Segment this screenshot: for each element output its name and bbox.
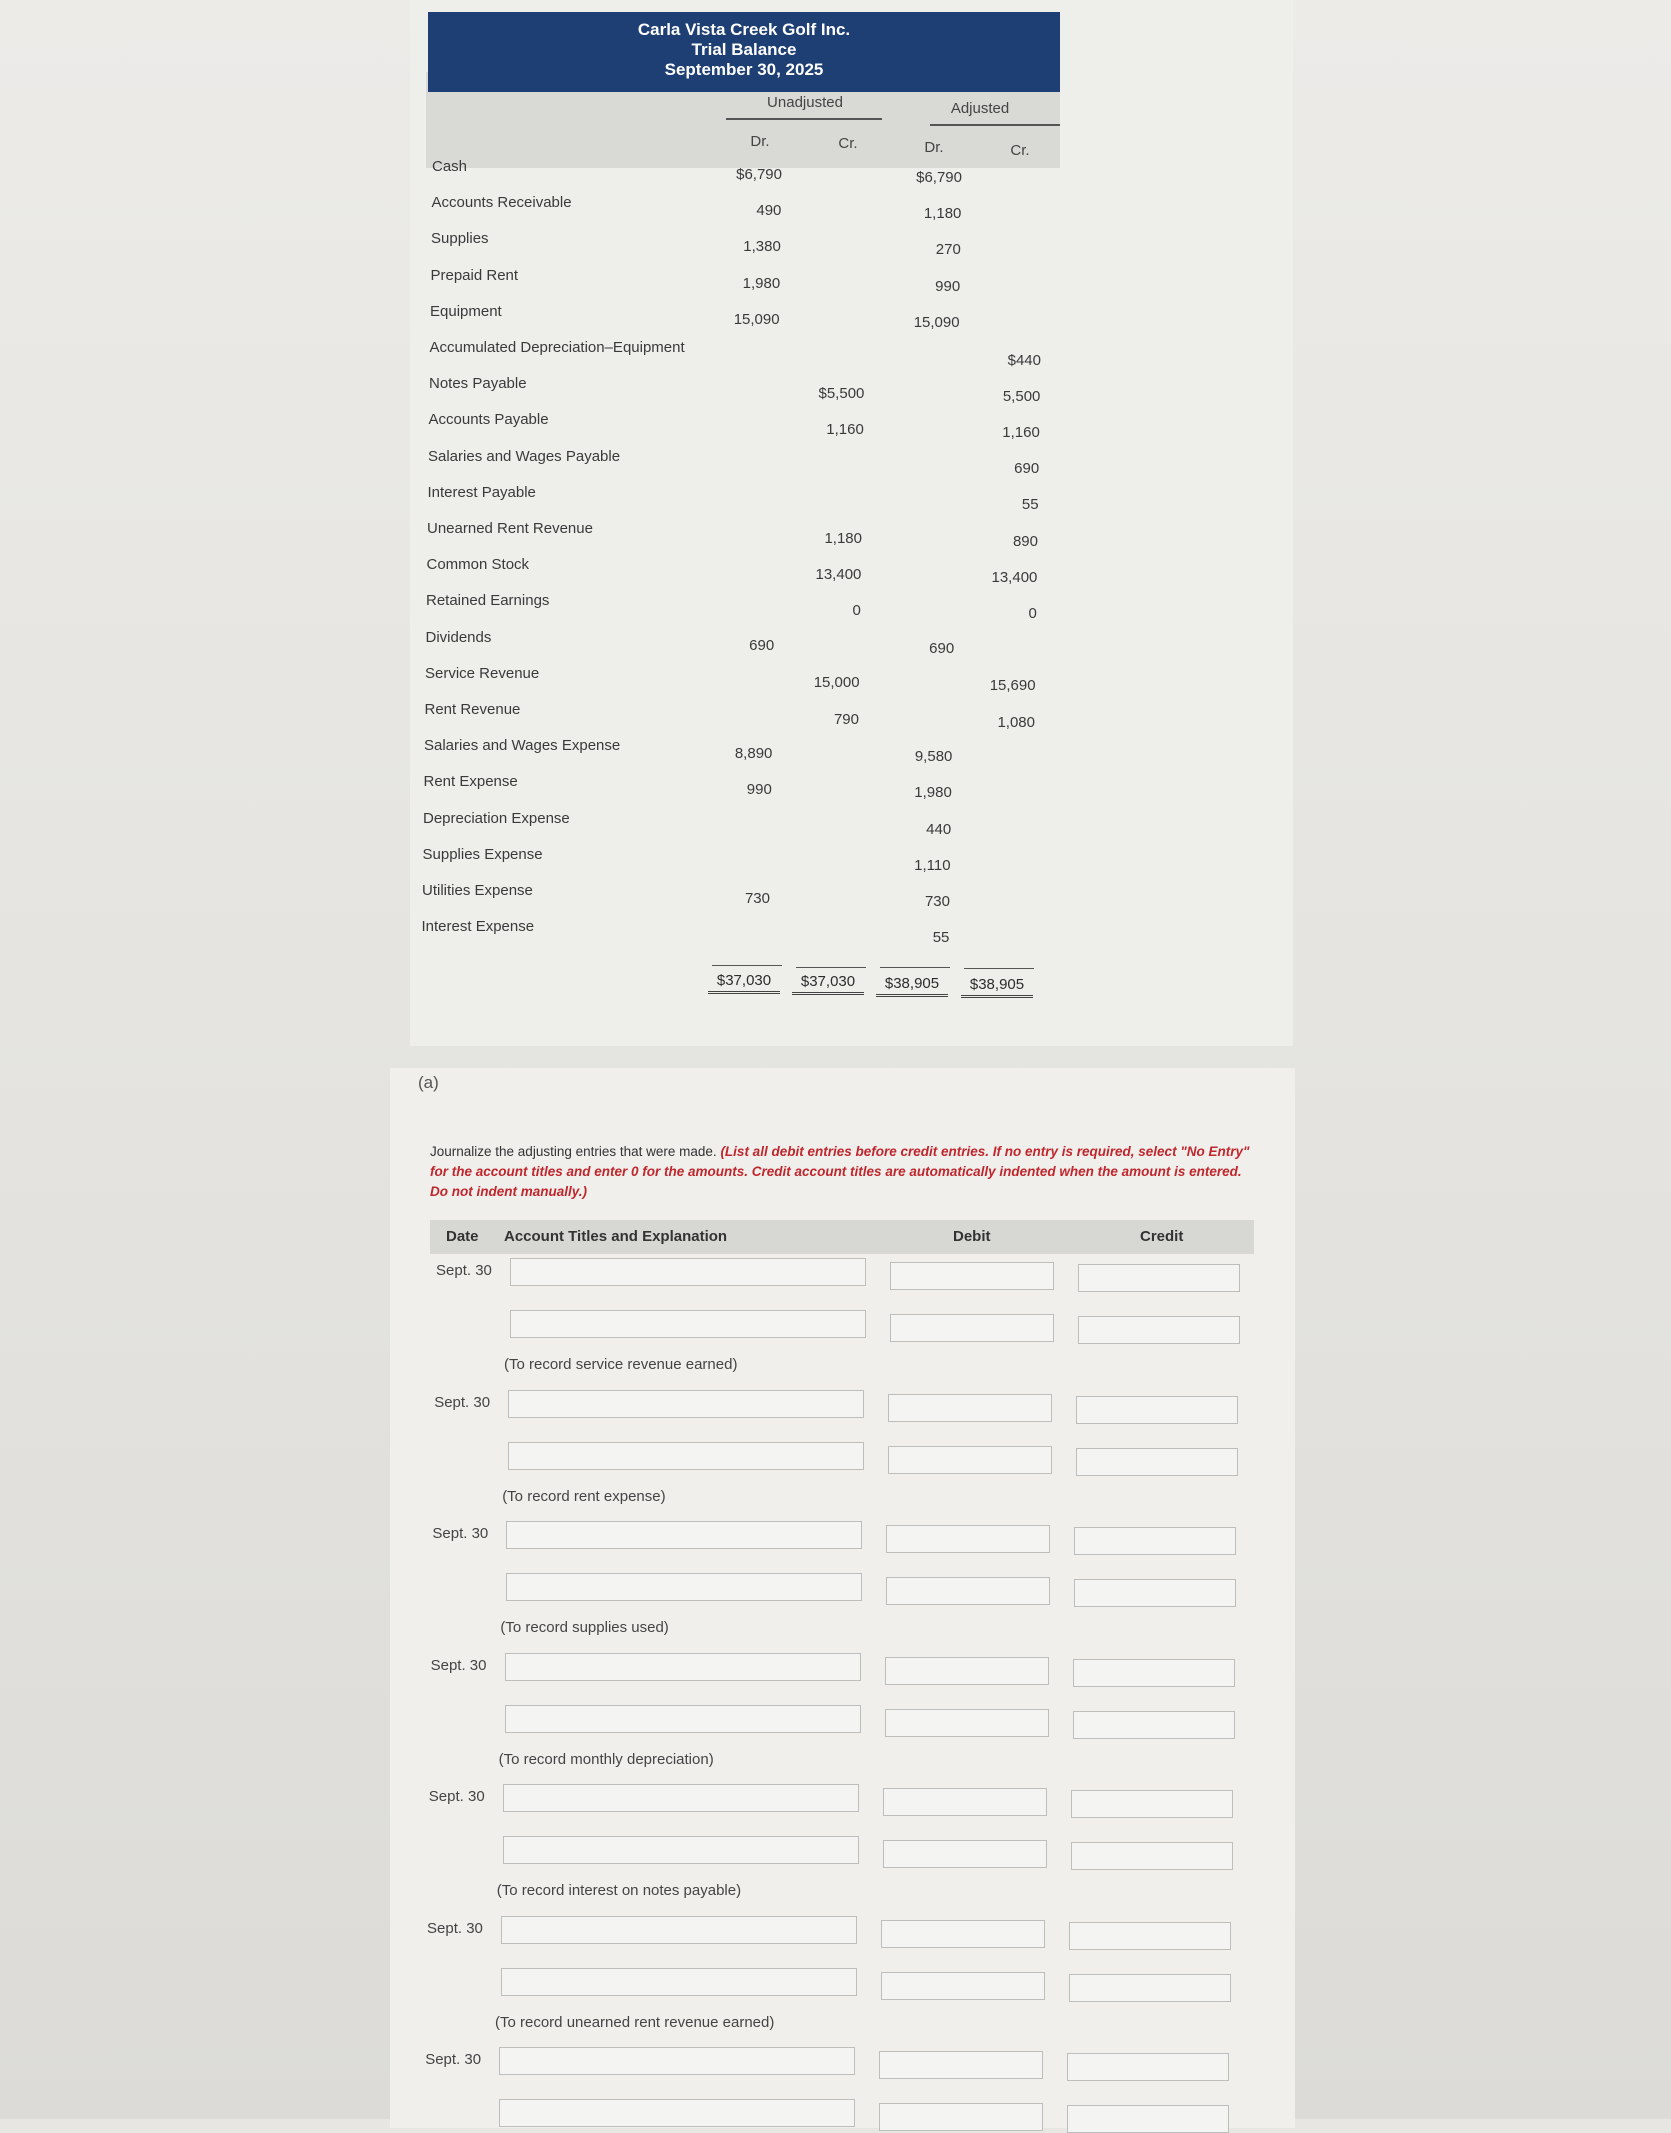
- total-adjusted-dr: $38,905: [876, 975, 948, 997]
- unadjusted-dr-heading: Dr.: [750, 133, 770, 150]
- credit-amount-input[interactable]: [1076, 1448, 1238, 1476]
- account-title-input[interactable]: [508, 1442, 864, 1470]
- debit-amount-input[interactable]: [886, 1577, 1050, 1605]
- total-rule-ac: [964, 968, 1034, 969]
- account-name: Interest Expense: [421, 918, 535, 936]
- account-name: Service Revenue: [425, 664, 540, 682]
- debit-amount-input[interactable]: [881, 1972, 1045, 2000]
- account-name: Rent Revenue: [424, 701, 521, 718]
- account-name: Supplies Expense: [422, 845, 543, 863]
- entry-date: Sept. 30: [434, 1393, 491, 1411]
- credit-amount-input[interactable]: [1078, 1316, 1240, 1344]
- amount-ad: 9,580: [914, 748, 953, 766]
- entry-date: Sept. 30: [425, 2051, 482, 2068]
- debit-amount-input[interactable]: [885, 1657, 1049, 1685]
- debit-amount-input[interactable]: [883, 1840, 1047, 1868]
- entry-explanation: (To record monthly depreciation): [498, 1750, 714, 1768]
- account-name: Supplies: [431, 230, 489, 248]
- account-name: Accounts Receivable: [431, 194, 572, 212]
- credit-amount-input[interactable]: [1078, 1264, 1240, 1292]
- amount-ac: 55: [1021, 496, 1039, 514]
- entry-explanation: (To record service revenue earned): [504, 1356, 738, 1373]
- account-name: Prepaid Rent: [430, 266, 519, 284]
- adjusted-rule: [930, 124, 1060, 126]
- amount-ad: 1,180: [923, 205, 962, 223]
- debit-amount-input[interactable]: [886, 1525, 1050, 1553]
- amount-ad: 440: [926, 820, 952, 838]
- debit-amount-input[interactable]: [879, 2103, 1043, 2131]
- account-name: Accounts Payable: [428, 411, 549, 429]
- amount-ad: 690: [929, 639, 955, 657]
- amount-uc: 13,400: [815, 565, 862, 583]
- amount-ad: 1,110: [914, 856, 951, 874]
- entry-date: Sept. 30: [436, 1262, 492, 1279]
- credit-amount-input[interactable]: [1069, 1922, 1231, 1950]
- account-name: Notes Payable: [429, 375, 527, 393]
- account-name: Rent Expense: [423, 773, 518, 791]
- entry-date: Sept. 30: [432, 1525, 489, 1542]
- statement-date: September 30, 2025: [664, 60, 824, 79]
- account-name: Retained Earnings: [426, 592, 550, 610]
- unadjusted-heading: Unadjusted: [767, 94, 843, 111]
- unadjusted-cr-heading: Cr.: [838, 135, 858, 152]
- part-a-label: (a): [418, 1073, 439, 1092]
- amount-ac: 690: [1014, 460, 1040, 478]
- amount-ud: 8,890: [734, 745, 773, 763]
- amount-uc: 790: [833, 710, 859, 728]
- entry-explanation: (To record supplies used): [500, 1619, 669, 1636]
- account-title-input[interactable]: [506, 1573, 862, 1601]
- total-adjusted-cr: $38,905: [961, 976, 1033, 998]
- account-name: Dividends: [425, 628, 492, 646]
- debit-amount-input[interactable]: [879, 2051, 1043, 2079]
- journal-header: [430, 1220, 1254, 1254]
- amount-ac: 890: [1012, 532, 1038, 550]
- credit-amount-input[interactable]: [1074, 1579, 1236, 1607]
- account-name: Cash: [432, 158, 468, 175]
- entry-explanation: (To record unearned rent revenue earned): [495, 2013, 775, 2031]
- amount-ac: 1,080: [997, 713, 1035, 731]
- credit-amount-input[interactable]: [1069, 1974, 1231, 2002]
- account-name: Utilities Expense: [422, 882, 533, 899]
- account-title-input[interactable]: [503, 1784, 859, 1812]
- credit-amount-input[interactable]: [1074, 1527, 1236, 1555]
- amount-ud: 990: [746, 781, 772, 799]
- account-title-input[interactable]: [499, 2099, 855, 2127]
- instruction-plain: Journalize the adjusting entries that were made.: [430, 1144, 717, 1159]
- unadjusted-rule: [726, 118, 882, 120]
- amount-ud: 690: [749, 636, 775, 654]
- amount-uc: $5,500: [818, 384, 865, 402]
- account-name: Common Stock: [426, 556, 530, 574]
- account-title-input[interactable]: [510, 1310, 866, 1338]
- account-title-input[interactable]: [499, 2047, 855, 2075]
- debit-amount-input[interactable]: [890, 1314, 1054, 1342]
- instruction-red: (List all debit entries before credit entries. If no entry is required, select "No Entry" for the account titles and enter 0 for the amounts. Credit account titles are automatically indented when the amount is entered. Do not indent manually.): [430, 1144, 1250, 1199]
- account-title-input[interactable]: [510, 1258, 866, 1286]
- date-column-header: Date: [446, 1228, 479, 1245]
- debit-amount-input[interactable]: [890, 1262, 1054, 1290]
- entry-date: Sept. 30: [430, 1656, 487, 1674]
- amount-ad: 270: [935, 241, 961, 259]
- amount-uc: 15,000: [813, 674, 860, 692]
- amount-ad: 55: [932, 929, 950, 947]
- amount-ac: 15,690: [989, 677, 1036, 695]
- entry-date: Sept. 30: [428, 1788, 485, 1805]
- amount-ad: 730: [924, 893, 950, 910]
- debit-amount-input[interactable]: [885, 1709, 1049, 1737]
- debit-amount-input[interactable]: [881, 1920, 1045, 1948]
- amount-ud: 1,380: [743, 238, 781, 256]
- amount-ad: $6,790: [916, 169, 962, 186]
- statement-title: Trial Balance: [691, 40, 797, 59]
- adjusted-cr-heading: Cr.: [1010, 142, 1030, 159]
- amount-ac: 5,500: [1002, 387, 1041, 405]
- amount-ac: 13,400: [991, 568, 1038, 586]
- entry-explanation: (To record rent expense): [502, 1487, 666, 1505]
- amount-ud: 15,090: [733, 310, 780, 328]
- debit-amount-input[interactable]: [883, 1788, 1047, 1816]
- adjusted-heading: Adjusted: [950, 100, 1010, 117]
- total-unadjusted-dr: $37,030: [708, 972, 780, 994]
- trial-balance-header: [428, 12, 1060, 92]
- account-name: Unearned Rent Revenue: [427, 520, 593, 537]
- account-name: Salaries and Wages Expense: [424, 737, 621, 755]
- account-title-input[interactable]: [503, 1836, 859, 1864]
- amount-uc: 1,160: [826, 420, 864, 438]
- amount-ac: $440: [1007, 351, 1041, 369]
- adjusted-dr-heading: Dr.: [924, 139, 944, 156]
- account-title-input[interactable]: [505, 1705, 861, 1733]
- credit-amount-input[interactable]: [1071, 1790, 1233, 1818]
- credit-amount-input[interactable]: [1067, 2105, 1229, 2133]
- amount-ac: 0: [1028, 604, 1037, 622]
- account-name: Equipment: [430, 302, 502, 320]
- instructions: [430, 1142, 1260, 1202]
- credit-amount-input[interactable]: [1071, 1842, 1233, 1870]
- credit-amount-input[interactable]: [1073, 1711, 1235, 1739]
- account-name: Accumulated Depreciation–Equipment: [429, 339, 685, 356]
- account-name: Interest Payable: [427, 483, 536, 501]
- credit-amount-input[interactable]: [1067, 2053, 1229, 2081]
- company-name: Carla Vista Creek Golf Inc.: [637, 20, 851, 39]
- account-column-header: Account Titles and Explanation: [504, 1228, 728, 1245]
- account-title-input[interactable]: [501, 1968, 857, 1996]
- amount-ud: 1,980: [742, 274, 781, 292]
- amount-ad: 990: [935, 277, 961, 295]
- amount-ud: 730: [744, 890, 770, 907]
- debit-amount-input[interactable]: [888, 1394, 1052, 1422]
- credit-column-header: Credit: [1140, 1228, 1184, 1245]
- amount-ad: 1,980: [914, 784, 952, 802]
- credit-amount-input[interactable]: [1073, 1659, 1235, 1687]
- amount-ud: 490: [756, 202, 782, 220]
- amount-ud: $6,790: [736, 166, 782, 183]
- amount-ad: 15,090: [913, 313, 960, 331]
- total-rule-uc: [796, 967, 866, 968]
- amount-ac: 1,160: [1002, 423, 1040, 441]
- total-rule-ud: [712, 965, 782, 966]
- total-unadjusted-cr: $37,030: [792, 973, 864, 995]
- account-title-input[interactable]: [508, 1390, 864, 1418]
- debit-column-header: Debit: [953, 1228, 991, 1245]
- account-name: Salaries and Wages Payable: [428, 447, 621, 465]
- debit-amount-input[interactable]: [888, 1446, 1052, 1474]
- amount-uc: 1,180: [824, 529, 862, 547]
- credit-amount-input[interactable]: [1076, 1396, 1238, 1424]
- entry-date: Sept. 30: [427, 1919, 483, 1937]
- account-title-input[interactable]: [501, 1916, 857, 1944]
- account-title-input[interactable]: [506, 1521, 862, 1549]
- entry-explanation: (To record interest on notes payable): [496, 1882, 742, 1899]
- account-title-input[interactable]: [505, 1653, 861, 1681]
- total-rule-ad: [880, 967, 950, 968]
- account-name: Depreciation Expense: [423, 809, 570, 827]
- amount-uc: 0: [852, 601, 861, 619]
